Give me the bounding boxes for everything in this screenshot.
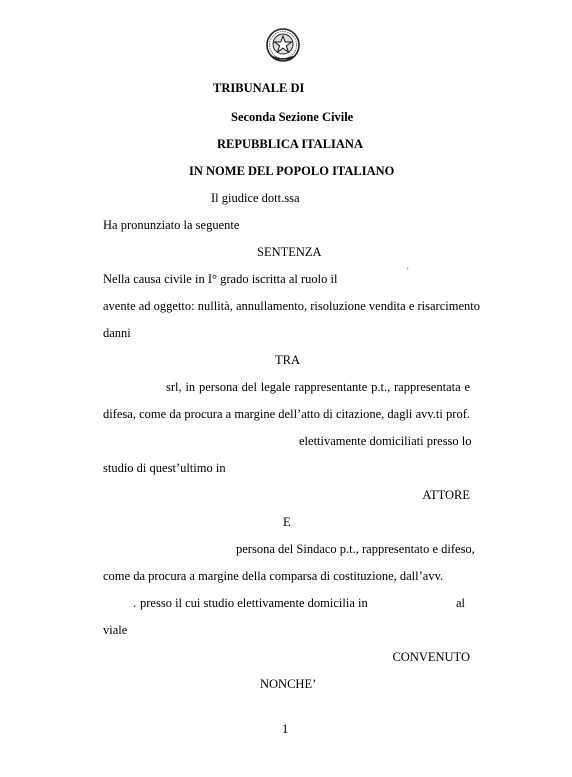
italian-republic-emblem-icon: [265, 27, 301, 63]
convenuto-line-2: come da procura a margine della comparsa di costituzione, dall’avv.: [103, 569, 444, 583]
convenuto-dot: .: [133, 596, 137, 610]
page-number: 1: [282, 722, 289, 736]
republic-heading: REPUBBLICA ITALIANA: [217, 137, 363, 151]
attore-line-4: studio di quest’ultimo in: [103, 461, 226, 475]
causa-line-2: avente ad oggetto: nullità, annullamento, risoluzione vendita e risarcimento: [103, 299, 480, 313]
court-heading: TRIBUNALE DI: [213, 81, 305, 95]
in-nome-heading: IN NOME DEL POPOLO ITALIANO: [189, 164, 395, 178]
e-heading: E: [283, 515, 291, 529]
attore-line-3: elettivamente domiciliati presso lo: [299, 434, 472, 448]
convenuto-line-1: persona del Sindaco p.t., rappresentato e difeso,: [236, 542, 475, 556]
sentence-title: SENTENZA: [257, 245, 322, 259]
convenuto-label: CONVENUTO: [392, 650, 470, 664]
section-heading: Seconda Sezione Civile: [231, 110, 354, 124]
attore-line-1: srl, in persona del legale rappresentante p.t., rappresentata e: [166, 380, 470, 394]
nonche-heading: NONCHE’: [260, 677, 317, 691]
causa-line-1: Nella causa civile in I° grado iscritta al ruolo il: [103, 272, 338, 286]
convenuto-line-4: viale: [103, 623, 128, 637]
attore-line-2: difesa, come da procura a margine dell’atto di citazione, dagli avv.ti prof.: [103, 407, 470, 421]
judge-line: Il giudice dott.ssa: [211, 191, 300, 205]
intro-line: Ha pronunziato la seguente: [103, 218, 240, 232]
attore-label: ATTORE: [422, 488, 470, 502]
causa-tick: ': [407, 266, 409, 276]
tra-heading: TRA: [275, 353, 300, 367]
convenuto-line-3: presso il cui studio elettivamente domicilia in: [140, 596, 368, 610]
causa-line-3: danni: [103, 326, 131, 340]
convenuto-line-3-end: al: [456, 596, 466, 610]
